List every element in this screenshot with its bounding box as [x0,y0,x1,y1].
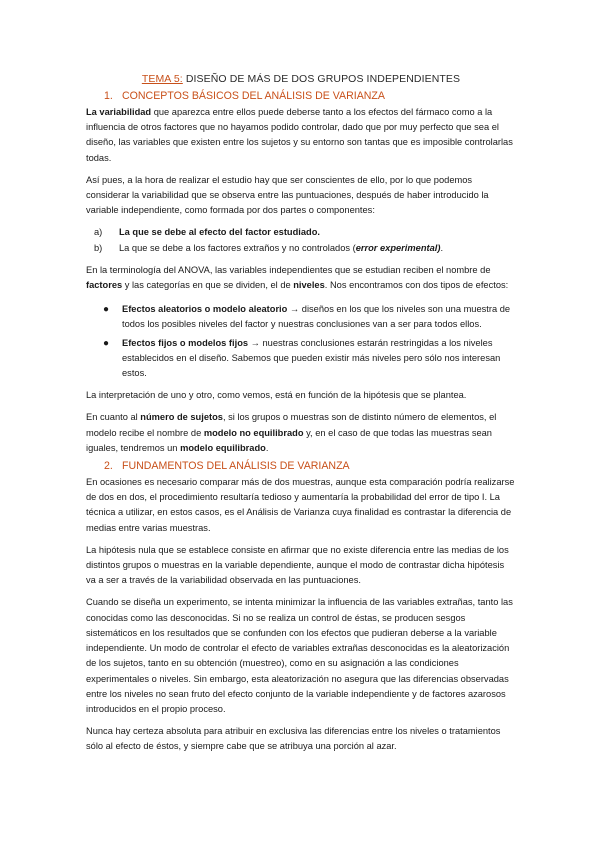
item-bold: Efectos aleatorios o modelo aleatorio [122,304,288,315]
paragraph-null-hypothesis: La hipótesis nula que se establece consiste en afirmar que no existe diferencia entre las medias de los distintos grupos o muestras en la variable dependiente, aunque el modo de contrastar dicha hipótesis va a ser a través de la variabilidad observada en las puntuaciones. [86,544,509,586]
text-run: En cuanto al [86,412,141,423]
term-modelo-equilibrado: modelo equilibrado [180,442,266,453]
item-bold: Efectos fijos o modelos fijos [122,337,249,348]
list-item [86,336,516,382]
arrow-icon: → [248,337,263,348]
text-run: y, en el caso de que todas las muestras sean iguales, tendremos un [86,427,492,453]
term-modelo-no-equilibrado: modelo no equilibrado [203,427,304,438]
item-after: . [440,242,444,253]
list-item [86,225,516,240]
paragraph-terminology [86,263,516,293]
components-list [86,225,516,255]
paragraph-experiment-control: Cuando se diseña un experimento, se intenta minimizar la influencia de las variables extrañas, tanto las conocidas como las desconocidas. Si no se realiza un control de éstas, se producen sesgos sistemáticos en los resultados que se confunden con los efectos que pudieran deberse a la variable independiente. Un modo de controlar el efecto de variables extrañas desconocidas es la aleatorización de los sujetos, tanto en su obtención (muestreo), como en su asignación a las condiciones experimentales o niveles. Sin embargo, esta aleatorización no asegura que las diferencias observadas entre los niveles no sean fruto del efecto conjunto de la variable independiente y de factores azarosos introducidos en el propio proceso. [86,597,513,714]
text-run: . [265,442,269,453]
section-1-title: CONCEPTOS BÁSICOS DEL ANÁLISIS DE VARIANZA [122,90,385,102]
item-italic: error experimental) [355,242,441,253]
paragraph-variability [86,105,516,166]
paragraph-certainty: Nunca hay certeza absoluta para atribuir en exclusiva las diferencias entre los niveles o tratamientos sólo al efecto de éstos, y siempre cabe que se atribuya una porción al azar. [86,726,501,752]
paragraph-components-intro: Así pues, a la hora de realizar el estudio hay que ser conscientes de ello, por lo que podemos considerar la variabilidad que se observa entre las puntuaciones, después de haber introducido la variable independiente, como formada por dos partes o componentes: [86,174,489,216]
effects-list [86,302,516,381]
arrow-icon: → [287,304,302,315]
term-factores: factores [86,280,123,291]
section-1-heading [86,89,516,103]
section-1-number: 1. [104,90,113,102]
title-lead: TEMA 5: [141,73,183,85]
section-2-heading [86,459,516,473]
text-run: En la terminología del ANOVA, las variables independientes que se estudian reciben el nombre de [86,264,491,275]
list-marker: a) [94,227,103,238]
bullet-icon: ● [103,337,110,349]
title-rest: DISEÑO DE MÁS DE DOS GRUPOS INDEPENDIENTES [182,73,461,85]
paragraph-interpretation: La interpretación de uno y otro, como vemos, está en función de la hipótesis que se plantea. [86,390,467,401]
paragraph-text: que aparezca entre ellos puede deberse tanto a los efectos del fármaco como a la influencia de otros factores que no hayamos podido controlar, dado que por muy perfecto que sea el diseño, las variables que existen entre los sujetos y su entorno son tantas que es imposible controlarlas todas. [86,107,513,163]
page-title [86,72,516,86]
item-text: La que se debe a los factores extraños y no controlados ( [119,242,356,253]
section-2-title: FUNDAMENTOS DEL ANÁLISIS DE VARIANZA [122,460,350,473]
term-niveles: niveles [293,280,325,291]
item-bold: La que se debe al efecto del factor estudiado. [119,227,320,238]
page-content [86,72,516,755]
term-variabilidad: La variabilidad [86,107,152,117]
list-marker: b) [94,242,103,253]
term-numero-sujetos: número de sujetos [140,412,223,423]
text-run: y las categorías en que se dividen, el de [122,280,294,291]
text-run: , si los grupos o muestras son de distinto número de elementos, el modelo recibe el nombre de [86,412,497,438]
paragraph-subjects [86,410,516,456]
paragraph-anova-purpose: En ocasiones es necesario comparar más de dos muestras, aunque esta comparación podría realizarse de dos en dos, el procedimiento resultaría tedioso y aumentaría la probabilidad del error de tipo I. La técnica a utilizar, en estos casos, es el Análisis de Varianza cuya finalidad es contrastar la diferencia de medias entre varias muestras. [86,477,515,533]
text-run: . Nos encontramos con dos tipos de efectos: [324,280,509,291]
section-2-number: 2. [104,460,113,473]
bullet-icon: ● [103,304,110,316]
item-text: diseños en los que los niveles son una muestra de todos los posibles niveles del factor y nuestras conclusiones van a ser para todos ellos. [122,304,511,330]
item-text: nuestras conclusiones estarán restringidas a los niveles establecidos en el diseño. Sabemos que pueden existir más niveles pero sólo nos interesan estos. [122,337,501,379]
list-item [86,302,516,332]
list-item [86,241,516,256]
